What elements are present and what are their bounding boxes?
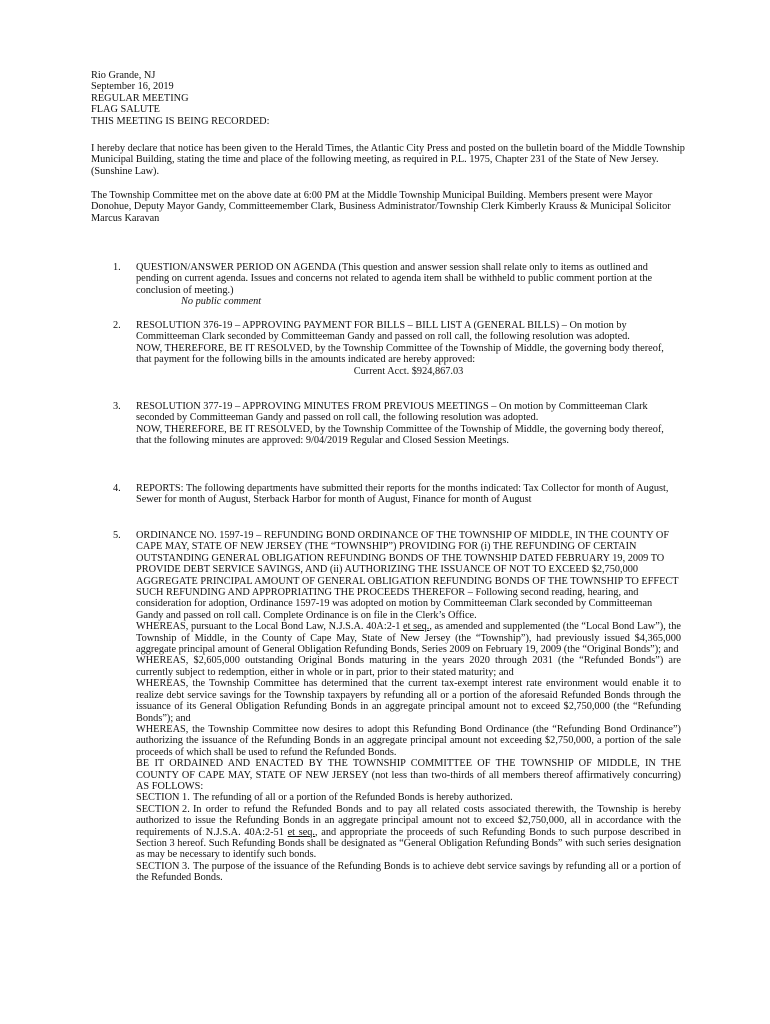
location-line: Rio Grande, NJ [91,70,156,81]
section-2: SECTION 2. In order to refund the Refunded Bonds and to pay all related costs associated therewith, the Township is hereby authorized to issue the Refunding Bonds in an aggregate principal amount not to exceed $2,750,000, all in accordance with the requirements of N.J.S.A. 40A:2-51 et seq., and appropriate the proceeds of such Refunding Bonds to such purpose described in Section 3 hereof. Such Refunding Bonds shall be designated as “General Obligation Refunding Bonds” with such series designation as may be necessary to identify such bonds. [136,803,681,861]
item-note: No public comment [181,296,262,308]
whereas-1: WHEREAS, pursuant to the Local Bond Law, N.J.S.A. 40A:2-1 et seq., as amended and supplemented (the “Local Bond Law”), the Township of Middle, in the County of Cape May, State of New Jersey (the “Township”), had previously issued $4,365,000 aggregate principal amount of General Obligation Refunding Bonds, Series 2009 on February 19, 2009 (the “Original Bonds”); and [136,621,681,656]
whereas-4: WHEREAS, the Township Committee now desires to adopt this Refunding Bond Ordinance (the “Refunding Bond Ordinance”) authorizing the issuance of the Refunding Bonds in an aggregate principal amount not exceeding $2,750,000, a portion of the sale proceeds of which shall be used to refund the Refunded Bonds. [136,723,681,758]
item-resolved: NOW, THEREFORE, BE IT RESOLVED, by the Township Committee of the Township of Middle, the governing body thereof, that the following minutes are approved: 9/04/2019 Regular and Closed Session Meetings. [136,423,664,447]
document-header [91,70,269,127]
item-number: 3. [113,401,121,412]
item-number: 2. [113,320,121,331]
et-seq-citation: et seq. [403,621,430,633]
item-amount: Current Acct. $924,867.03 [353,365,464,377]
agenda-item-4 [91,483,691,506]
meeting-type-line: REGULAR MEETING [91,92,189,104]
item-text: QUESTION/ANSWER PERIOD ON AGENDA (This question and answer session shall relate only to items as outlined and pending on current agenda. Issues and concerns not related to agenda item shall be withheld to public comment portion at the conclusion of meeting.) [136,262,653,296]
section-label: SECTION 2. [136,803,190,815]
item-text: RESOLUTION 377-19 – APPROVING MINUTES FROM PREVIOUS MEETINGS – On motion by Committeeman Clark seconded by Committeeman Gandy and passed on roll call, the following resolution was adopted. [136,401,648,424]
whereas-3: WHEREAS, the Township Committee has determined that the current tax-exempt interest rate environment would enable it to realize debt service savings for the Township taxpayers by refunding all or a portion of the aforesaid Refunded Bonds through the issuance of its General Obligation Refunding Bonds in an aggregate principal amount not to exceed $2,750,000 (the “Refunding Bonds”); and [136,678,681,724]
section-3: SECTION 3. The purpose of the issuance of the Refunding Bonds is to achieve debt service savings by refunding all or a portion of the Refunded Bonds. [136,860,681,884]
item-text: REPORTS: The following departments have submitted their reports for the months indicated: Tax Collector for month of August, Sewer for month of August, Sterback Harbor for month of August, Finance for month of August [136,483,669,506]
et-seq-citation: et seq. [287,826,316,838]
section-label: SECTION 1. [136,792,190,804]
agenda-item-3 [91,401,691,447]
item-text: RESOLUTION 376-19 – APPROVING PAYMENT FOR BILLS – BILL LIST A (GENERAL BILLS) – On motion by Committeeman Clark seconded by Committeeman Gandy and passed on roll call, the following resolution was adopted. [136,320,630,343]
date-line: September 16, 2019 [91,81,174,93]
whereas-2: WHEREAS, $2,605,000 outstanding Original Bonds maturing in the years 2020 through 2031 (the “Refunded Bonds”) are currently subject to redemption, either in whole or in part, prior to their stated maturity; and [136,655,681,678]
sunshine-law-notice: I hereby declare that notice has been given to the Herald Times, the Atlantic City Press and posted on the bulletin board of the Middle Township Municipal Building, stating the time and place of the following meeting, as required in P.L. 1975, Chapter 231 of the State of New Jersey. (Sunshine Law). [91,143,685,177]
item-resolved: NOW, THEREFORE, BE IT RESOLVED, by the Township Committee of the Township of Middle, the governing body thereof, that payment for the following bills in the amounts indicated are hereby approved: [136,342,664,366]
flag-salute-line: FLAG SALUTE [91,104,160,116]
item-number: 4. [113,483,121,494]
section-label: SECTION 3. [136,860,190,872]
section-1: SECTION 1. The refunding of all or a portion of the Refunded Bonds is hereby authorized. [136,792,513,804]
recording-notice-line: THIS MEETING IS BEING RECORDED: [91,115,270,127]
agenda-item-5 [91,530,691,884]
ordinance-title: ORDINANCE NO. 1597-19 – REFUNDING BOND ORDINANCE OF THE TOWNSHIP OF MIDDLE, IN THE COUNTY OF CAPE MAY, STATE OF NEW JERSEY (THE “TOWNSHIP”) PROVIDING FOR (i) THE REFUNDING OF CERTAIN OUTSTANDING GENERAL OBLIGATION REFUNDING BONDS OF THE TOWNSHIP DATED FEBRUARY 19, 2009 TO PROVIDE DEBT SERVICE SAVINGS, AND (ii) AUTHORIZING THE ISSUANCE OF NOT TO EXCEED $2,750,000 AGGREGATE PRINCIPAL AMOUNT OF GENERAL OBLIGATION REFUNDING BONDS OF THE TOWNSHIP TO EFFECT SUCH REFUNDING AND APPROPRIATING THE PROCEEDS THEREFOR – Following second reading, hearing, and consideration for adoption, Ordinance 1597-19 was adopted on motion by Committeeman Clark seconded by Committeeman Gandy and passed on roll call. Complete Ordinance is on file in the Clerk’s Office. [136,530,679,621]
agenda-item-2 [91,320,691,377]
ordained-clause: BE IT ORDAINED AND ENACTED BY THE TOWNSHIP COMMITTEE OF THE TOWNSHIP OF MIDDLE, IN THE COUNTY OF CAPE MAY, STATE OF NEW JERSEY (not less than two-thirds of all members thereof affirmatively concurring) AS FOLLOWS: [136,758,681,792]
item-number: 5. [113,530,121,541]
agenda-item-1 [91,262,691,308]
attendance-paragraph: The Township Committee met on the above date at 6:00 PM at the Middle Township Municipal Building. Members present were Mayor Donohue, Deputy Mayor Gandy, Committeemember Clark, Business Administrator/Township Clerk Kimberly Krauss & Municipal Solicitor Marcus Karavan [91,190,671,224]
item-number: 1. [113,262,121,273]
